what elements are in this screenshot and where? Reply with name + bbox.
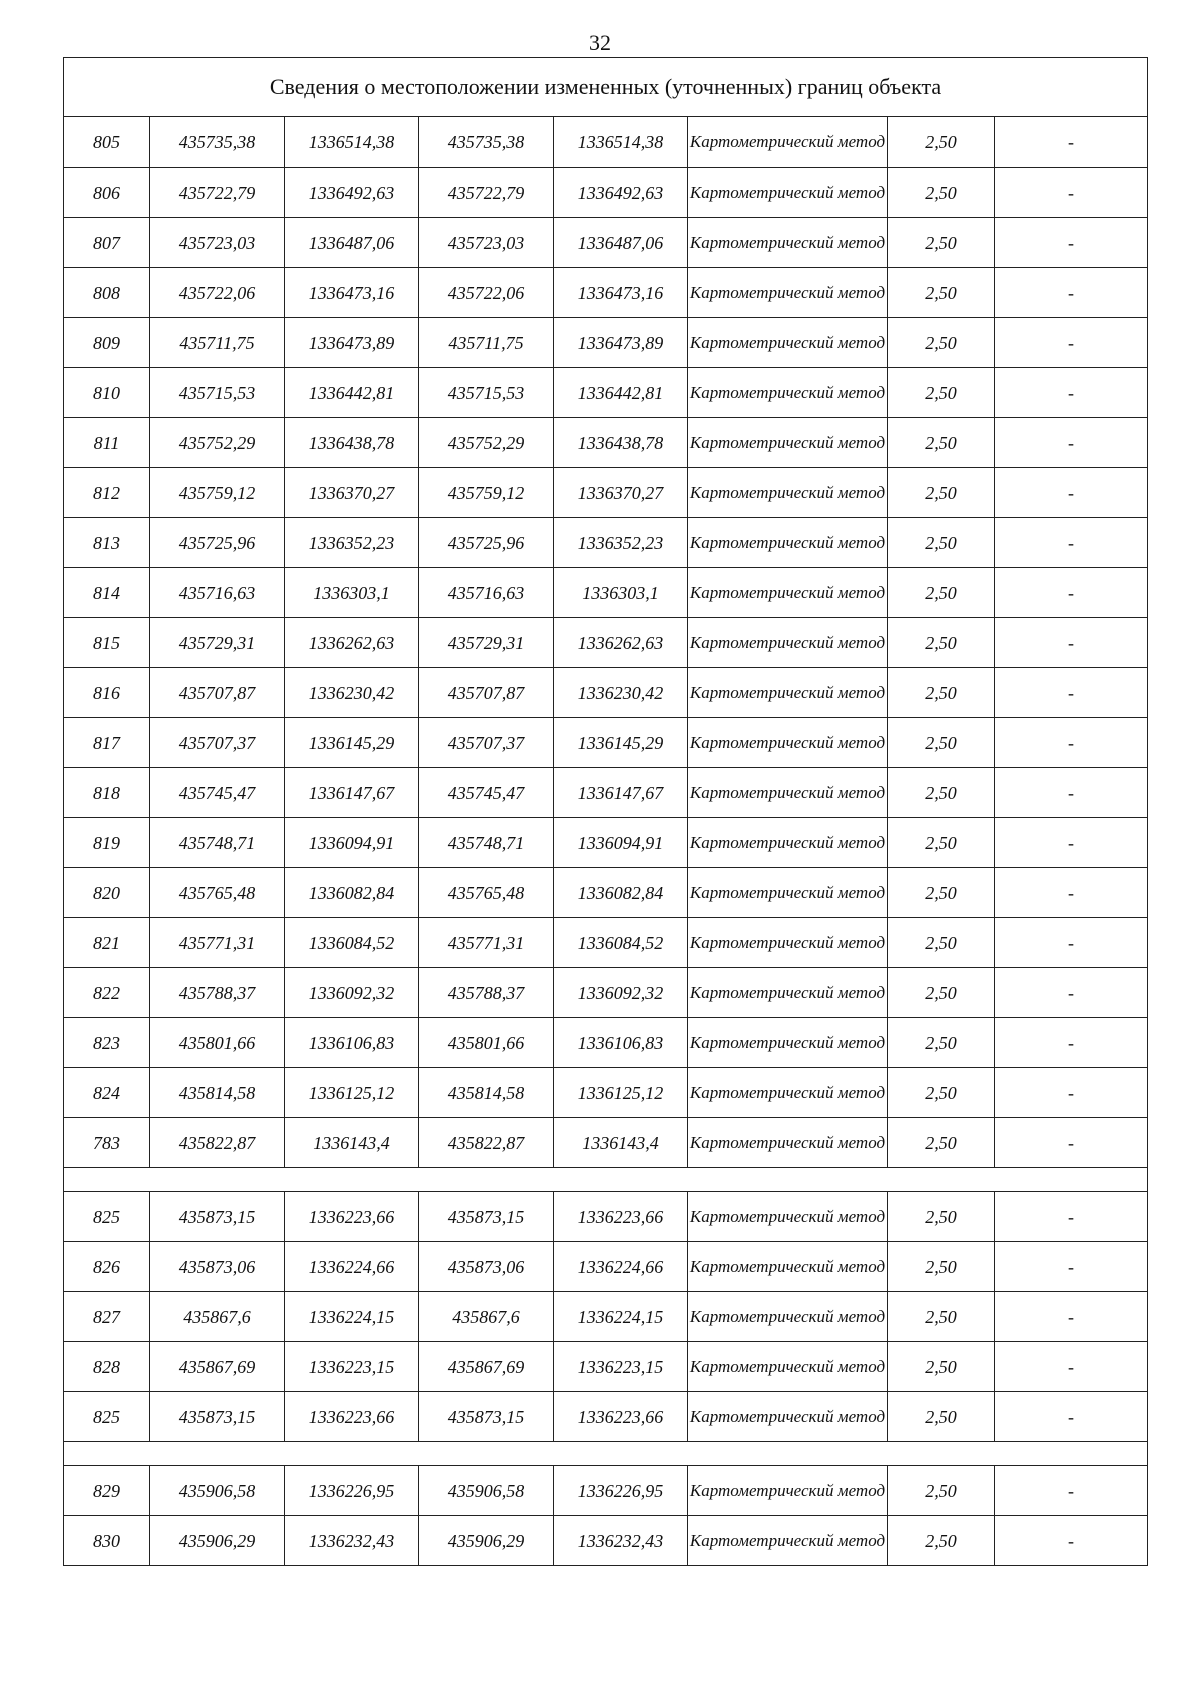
note-cell: -: [995, 668, 1148, 718]
existing-y-cell: 1336442,81: [285, 368, 419, 418]
existing-x-cell: 435814,58: [150, 1068, 285, 1118]
accuracy-cell: 2,50: [888, 1392, 995, 1442]
refined-y-cell: 1336370,27: [554, 468, 688, 518]
accuracy-cell: 2,50: [888, 1118, 995, 1168]
existing-x-cell: 435723,03: [150, 218, 285, 268]
point-number-cell: 827: [64, 1292, 150, 1342]
note-cell: -: [995, 1192, 1148, 1242]
existing-y-cell: 1336492,63: [285, 168, 419, 218]
refined-y-cell: 1336230,42: [554, 668, 688, 718]
method-cell: Картометрический метод: [688, 1292, 888, 1342]
method-cell: Картометрический метод: [688, 418, 888, 468]
point-number-cell: 829: [64, 1466, 150, 1516]
refined-y-cell: 1336352,23: [554, 518, 688, 568]
refined-y-cell: 1336084,52: [554, 918, 688, 968]
accuracy-cell: 2,50: [888, 1292, 995, 1342]
note-cell: -: [995, 117, 1148, 168]
table-row: [64, 818, 1148, 868]
existing-y-cell: 1336084,52: [285, 918, 419, 968]
existing-x-cell: 435735,38: [150, 117, 285, 168]
existing-y-cell: 1336094,91: [285, 818, 419, 868]
existing-x-cell: 435725,96: [150, 518, 285, 568]
table-title-row: [64, 58, 1148, 117]
table-row: [64, 718, 1148, 768]
refined-y-cell: 1336223,15: [554, 1342, 688, 1392]
point-number-cell: 783: [64, 1118, 150, 1168]
method-cell: Картометрический метод: [688, 268, 888, 318]
table-row: [64, 768, 1148, 818]
note-cell: -: [995, 518, 1148, 568]
existing-y-cell: 1336223,15: [285, 1342, 419, 1392]
point-number-cell: 816: [64, 668, 150, 718]
existing-y-cell: 1336145,29: [285, 718, 419, 768]
note-cell: -: [995, 418, 1148, 468]
note-cell: -: [995, 1466, 1148, 1516]
point-number-cell: 807: [64, 218, 150, 268]
point-number-cell: 823: [64, 1018, 150, 1068]
existing-y-cell: 1336473,16: [285, 268, 419, 318]
group-separator-cell: [64, 1442, 1148, 1466]
method-cell: Картометрический метод: [688, 468, 888, 518]
refined-x-cell: 435716,63: [419, 568, 554, 618]
refined-x-cell: 435873,15: [419, 1192, 554, 1242]
existing-y-cell: 1336303,1: [285, 568, 419, 618]
table-row: [64, 518, 1148, 568]
note-cell: -: [995, 868, 1148, 918]
accuracy-cell: 2,50: [888, 1192, 995, 1242]
refined-x-cell: 435707,37: [419, 718, 554, 768]
note-cell: -: [995, 1342, 1148, 1392]
refined-x-cell: 435765,48: [419, 868, 554, 918]
refined-y-cell: 1336514,38: [554, 117, 688, 168]
method-cell: Картометрический метод: [688, 1466, 888, 1516]
existing-x-cell: 435867,6: [150, 1292, 285, 1342]
refined-x-cell: 435752,29: [419, 418, 554, 468]
refined-y-cell: 1336226,95: [554, 1466, 688, 1516]
method-cell: Картометрический метод: [688, 718, 888, 768]
refined-x-cell: 435771,31: [419, 918, 554, 968]
method-cell: Картометрический метод: [688, 1068, 888, 1118]
existing-x-cell: 435771,31: [150, 918, 285, 968]
method-cell: Картометрический метод: [688, 618, 888, 668]
method-cell: Картометрический метод: [688, 168, 888, 218]
table-row: [64, 1292, 1148, 1342]
existing-x-cell: 435715,53: [150, 368, 285, 418]
point-number-cell: 813: [64, 518, 150, 568]
refined-x-cell: 435906,58: [419, 1466, 554, 1516]
point-number-cell: 810: [64, 368, 150, 418]
note-cell: -: [995, 168, 1148, 218]
point-number-cell: 808: [64, 268, 150, 318]
accuracy-cell: 2,50: [888, 668, 995, 718]
method-cell: Картометрический метод: [688, 1018, 888, 1068]
accuracy-cell: 2,50: [888, 768, 995, 818]
note-cell: -: [995, 918, 1148, 968]
note-cell: -: [995, 268, 1148, 318]
table-row: [64, 1192, 1148, 1242]
existing-y-cell: 1336143,4: [285, 1118, 419, 1168]
refined-x-cell: 435735,38: [419, 117, 554, 168]
existing-x-cell: 435788,37: [150, 968, 285, 1018]
point-number-cell: 822: [64, 968, 150, 1018]
refined-y-cell: 1336492,63: [554, 168, 688, 218]
accuracy-cell: 2,50: [888, 1018, 995, 1068]
existing-y-cell: 1336352,23: [285, 518, 419, 568]
refined-x-cell: 435748,71: [419, 818, 554, 868]
existing-y-cell: 1336223,66: [285, 1192, 419, 1242]
table-row: [64, 218, 1148, 268]
existing-x-cell: 435729,31: [150, 618, 285, 668]
refined-y-cell: 1336147,67: [554, 768, 688, 818]
note-cell: -: [995, 818, 1148, 868]
existing-y-cell: 1336224,15: [285, 1292, 419, 1342]
existing-x-cell: 435707,37: [150, 718, 285, 768]
accuracy-cell: 2,50: [888, 568, 995, 618]
table-row: [64, 168, 1148, 218]
refined-x-cell: 435711,75: [419, 318, 554, 368]
method-cell: Картометрический метод: [688, 318, 888, 368]
refined-x-cell: 435745,47: [419, 768, 554, 818]
point-number-cell: 809: [64, 318, 150, 368]
table-row: [64, 1242, 1148, 1292]
existing-y-cell: 1336226,95: [285, 1466, 419, 1516]
point-number-cell: 818: [64, 768, 150, 818]
refined-y-cell: 1336082,84: [554, 868, 688, 918]
refined-y-cell: 1336473,89: [554, 318, 688, 368]
refined-x-cell: 435707,87: [419, 668, 554, 718]
method-cell: Картометрический метод: [688, 968, 888, 1018]
boundary-coordinates-table: [63, 57, 1148, 1566]
group-separator-row: [64, 1168, 1148, 1192]
refined-y-cell: 1336473,16: [554, 268, 688, 318]
point-number-cell: 806: [64, 168, 150, 218]
point-number-cell: 830: [64, 1516, 150, 1566]
note-cell: -: [995, 568, 1148, 618]
table-row: [64, 668, 1148, 718]
refined-y-cell: 1336303,1: [554, 568, 688, 618]
table-row: [64, 968, 1148, 1018]
existing-x-cell: 435748,71: [150, 818, 285, 868]
note-cell: -: [995, 968, 1148, 1018]
table-row: [64, 268, 1148, 318]
existing-x-cell: 435722,06: [150, 268, 285, 318]
method-cell: Картометрический метод: [688, 368, 888, 418]
refined-x-cell: 435722,06: [419, 268, 554, 318]
note-cell: -: [995, 1118, 1148, 1168]
note-cell: -: [995, 1068, 1148, 1118]
existing-x-cell: 435745,47: [150, 768, 285, 818]
point-number-cell: 815: [64, 618, 150, 668]
refined-x-cell: 435867,69: [419, 1342, 554, 1392]
method-cell: Картометрический метод: [688, 818, 888, 868]
refined-y-cell: 1336094,91: [554, 818, 688, 868]
table-row: [64, 1118, 1148, 1168]
table-row: [64, 568, 1148, 618]
note-cell: -: [995, 1292, 1148, 1342]
accuracy-cell: 2,50: [888, 1516, 995, 1566]
table-row: [64, 1516, 1148, 1566]
point-number-cell: 824: [64, 1068, 150, 1118]
point-number-cell: 826: [64, 1242, 150, 1292]
existing-x-cell: 435906,29: [150, 1516, 285, 1566]
point-number-cell: 817: [64, 718, 150, 768]
existing-y-cell: 1336106,83: [285, 1018, 419, 1068]
existing-x-cell: 435801,66: [150, 1018, 285, 1068]
method-cell: Картометрический метод: [688, 868, 888, 918]
refined-x-cell: 435906,29: [419, 1516, 554, 1566]
point-number-cell: 812: [64, 468, 150, 518]
table-row: [64, 368, 1148, 418]
accuracy-cell: 2,50: [888, 318, 995, 368]
method-cell: Картометрический метод: [688, 218, 888, 268]
point-number-cell: 819: [64, 818, 150, 868]
refined-x-cell: 435822,87: [419, 1118, 554, 1168]
point-number-cell: 811: [64, 418, 150, 468]
note-cell: -: [995, 768, 1148, 818]
existing-x-cell: 435873,15: [150, 1392, 285, 1442]
table-row: [64, 1466, 1148, 1516]
point-number-cell: 805: [64, 117, 150, 168]
existing-y-cell: 1336232,43: [285, 1516, 419, 1566]
existing-x-cell: 435873,06: [150, 1242, 285, 1292]
note-cell: -: [995, 618, 1148, 668]
note-cell: -: [995, 318, 1148, 368]
accuracy-cell: 2,50: [888, 868, 995, 918]
existing-x-cell: 435707,87: [150, 668, 285, 718]
table-row: [64, 117, 1148, 168]
accuracy-cell: 2,50: [888, 418, 995, 468]
table-row: [64, 318, 1148, 368]
existing-y-cell: 1336125,12: [285, 1068, 419, 1118]
table-body: [64, 58, 1148, 1566]
existing-y-cell: 1336230,42: [285, 668, 419, 718]
refined-x-cell: 435725,96: [419, 518, 554, 568]
refined-y-cell: 1336223,66: [554, 1192, 688, 1242]
point-number-cell: 814: [64, 568, 150, 618]
note-cell: -: [995, 1392, 1148, 1442]
accuracy-cell: 2,50: [888, 718, 995, 768]
existing-x-cell: 435722,79: [150, 168, 285, 218]
existing-y-cell: 1336224,66: [285, 1242, 419, 1292]
table-row: [64, 1068, 1148, 1118]
accuracy-cell: 2,50: [888, 1342, 995, 1392]
existing-x-cell: 435873,15: [150, 1192, 285, 1242]
refined-y-cell: 1336224,66: [554, 1242, 688, 1292]
method-cell: Картометрический метод: [688, 1342, 888, 1392]
refined-y-cell: 1336438,78: [554, 418, 688, 468]
method-cell: Картометрический метод: [688, 768, 888, 818]
point-number-cell: 825: [64, 1392, 150, 1442]
refined-y-cell: 1336092,32: [554, 968, 688, 1018]
table-row: [64, 468, 1148, 518]
existing-y-cell: 1336487,06: [285, 218, 419, 268]
accuracy-cell: 2,50: [888, 368, 995, 418]
existing-y-cell: 1336223,66: [285, 1392, 419, 1442]
existing-y-cell: 1336262,63: [285, 618, 419, 668]
table-row: [64, 868, 1148, 918]
accuracy-cell: 2,50: [888, 168, 995, 218]
existing-x-cell: 435867,69: [150, 1342, 285, 1392]
table-row: [64, 918, 1148, 968]
method-cell: Картометрический метод: [688, 1192, 888, 1242]
table-title: Сведения о местоположении измененных (уточненных) границ объекта: [64, 58, 1148, 117]
refined-y-cell: 1336145,29: [554, 718, 688, 768]
existing-x-cell: 435716,63: [150, 568, 285, 618]
method-cell: Картометрический метод: [688, 518, 888, 568]
refined-x-cell: 435867,6: [419, 1292, 554, 1342]
accuracy-cell: 2,50: [888, 518, 995, 568]
refined-x-cell: 435729,31: [419, 618, 554, 668]
note-cell: -: [995, 468, 1148, 518]
refined-x-cell: 435873,15: [419, 1392, 554, 1442]
note-cell: -: [995, 1242, 1148, 1292]
page-number: 32: [589, 30, 611, 55]
table-row: [64, 1392, 1148, 1442]
refined-x-cell: 435801,66: [419, 1018, 554, 1068]
method-cell: Картометрический метод: [688, 1516, 888, 1566]
existing-y-cell: 1336092,32: [285, 968, 419, 1018]
existing-x-cell: 435711,75: [150, 318, 285, 368]
refined-y-cell: 1336125,12: [554, 1068, 688, 1118]
group-separator-row: [64, 1442, 1148, 1466]
note-cell: -: [995, 1516, 1148, 1566]
group-separator-cell: [64, 1168, 1148, 1192]
refined-y-cell: 1336223,66: [554, 1392, 688, 1442]
method-cell: Картометрический метод: [688, 117, 888, 168]
existing-x-cell: 435765,48: [150, 868, 285, 918]
refined-y-cell: 1336106,83: [554, 1018, 688, 1068]
table-row: [64, 1018, 1148, 1068]
existing-y-cell: 1336473,89: [285, 318, 419, 368]
note-cell: -: [995, 718, 1148, 768]
accuracy-cell: 2,50: [888, 1242, 995, 1292]
existing-y-cell: 1336082,84: [285, 868, 419, 918]
accuracy-cell: 2,50: [888, 618, 995, 668]
refined-x-cell: 435715,53: [419, 368, 554, 418]
method-cell: Картометрический метод: [688, 918, 888, 968]
accuracy-cell: 2,50: [888, 218, 995, 268]
existing-x-cell: 435906,58: [150, 1466, 285, 1516]
point-number-cell: 825: [64, 1192, 150, 1242]
accuracy-cell: 2,50: [888, 1466, 995, 1516]
table-row: [64, 618, 1148, 668]
existing-y-cell: 1336147,67: [285, 768, 419, 818]
method-cell: Картометрический метод: [688, 1242, 888, 1292]
refined-y-cell: 1336262,63: [554, 618, 688, 668]
refined-x-cell: 435723,03: [419, 218, 554, 268]
refined-y-cell: 1336487,06: [554, 218, 688, 268]
refined-y-cell: 1336232,43: [554, 1516, 688, 1566]
refined-x-cell: 435814,58: [419, 1068, 554, 1118]
note-cell: -: [995, 368, 1148, 418]
existing-y-cell: 1336438,78: [285, 418, 419, 468]
method-cell: Картометрический метод: [688, 668, 888, 718]
existing-y-cell: 1336514,38: [285, 117, 419, 168]
refined-y-cell: 1336442,81: [554, 368, 688, 418]
accuracy-cell: 2,50: [888, 468, 995, 518]
method-cell: Картометрический метод: [688, 1392, 888, 1442]
note-cell: -: [995, 218, 1148, 268]
method-cell: Картометрический метод: [688, 568, 888, 618]
refined-x-cell: 435788,37: [419, 968, 554, 1018]
note-cell: -: [995, 1018, 1148, 1068]
accuracy-cell: 2,50: [888, 117, 995, 168]
point-number-cell: 828: [64, 1342, 150, 1392]
accuracy-cell: 2,50: [888, 1068, 995, 1118]
point-number-cell: 820: [64, 868, 150, 918]
accuracy-cell: 2,50: [888, 968, 995, 1018]
refined-x-cell: 435722,79: [419, 168, 554, 218]
existing-x-cell: 435822,87: [150, 1118, 285, 1168]
method-cell: Картометрический метод: [688, 1118, 888, 1168]
table-row: [64, 1342, 1148, 1392]
existing-y-cell: 1336370,27: [285, 468, 419, 518]
accuracy-cell: 2,50: [888, 818, 995, 868]
refined-y-cell: 1336143,4: [554, 1118, 688, 1168]
refined-x-cell: 435873,06: [419, 1242, 554, 1292]
accuracy-cell: 2,50: [888, 268, 995, 318]
point-number-cell: 821: [64, 918, 150, 968]
accuracy-cell: 2,50: [888, 918, 995, 968]
existing-x-cell: 435759,12: [150, 468, 285, 518]
existing-x-cell: 435752,29: [150, 418, 285, 468]
table-row: [64, 418, 1148, 468]
refined-x-cell: 435759,12: [419, 468, 554, 518]
refined-y-cell: 1336224,15: [554, 1292, 688, 1342]
